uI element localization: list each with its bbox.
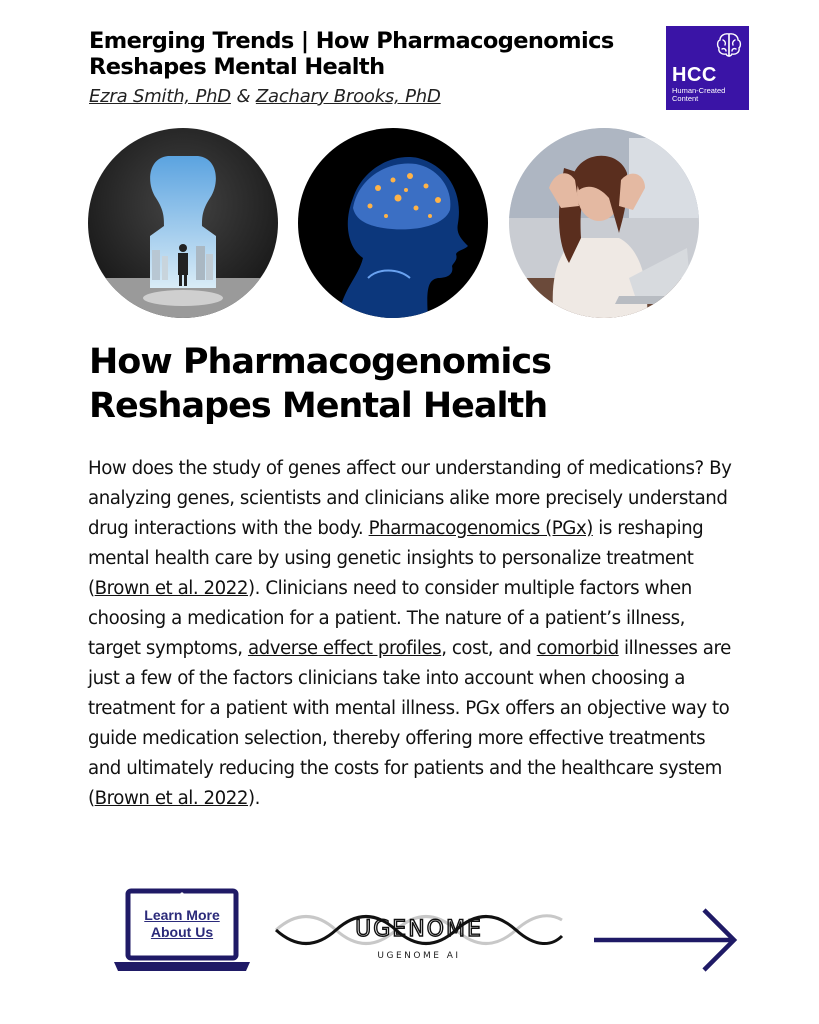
pgx-link[interactable]: Pharmacogenomics (PGx)	[368, 518, 593, 539]
article-title: How Pharmacogenomics Reshapes Mental Health	[89, 342, 551, 426]
text-segment-5: illnesses are just a few of the factors clinicians take into account when choosing a treatment for a patient with mental illness. PGx offers an objective way to guide medication selection, thereby offering more effective treatments and ultimately reducing the costs for patients and the healthcare system (	[88, 638, 731, 809]
text-segment-1: How does the study of genes affect our understanding of medications? By analyzing genes, scientists and clinicians alike more precisely understand drug interactions with the body.	[88, 458, 732, 539]
article-paragraph	[88, 454, 733, 814]
lightbulb-doorway-image	[88, 128, 278, 318]
brain-head-image	[298, 128, 488, 318]
learn-more-line1: Learn More	[144, 907, 220, 923]
article-body	[88, 454, 733, 814]
next-arrow-icon[interactable]	[592, 906, 740, 974]
author-link-ezra[interactable]: Ezra Smith, PhD	[89, 86, 231, 107]
text-segment-2: is reshaping mental health care by using genetic insights to personalize treatment (	[88, 518, 704, 599]
comorbid-link[interactable]: comorbid	[536, 638, 619, 659]
brain-icon	[714, 30, 744, 60]
text-segment-3: ). Clinicians need to consider multiple factors when choosing a medication for a patient. The nature of a patient’s illness, target symptoms,	[88, 578, 692, 659]
badge-abbr: HCC	[672, 64, 717, 86]
authors	[89, 86, 441, 107]
brown-citation-link-1[interactable]: Brown et al. 2022	[94, 578, 249, 599]
brown-citation-link-2[interactable]: Brown et al. 2022	[94, 788, 249, 809]
text-segment-6: ).	[248, 788, 261, 809]
learn-more-line2: About Us	[150, 924, 214, 940]
author-link-zachary[interactable]: Zachary Brooks, PhD	[255, 86, 441, 107]
text-segment-4: , cost, and	[441, 638, 537, 659]
logo-wordmark: UGENOME	[355, 917, 483, 942]
header-title: Emerging Trends | How Pharmacogenomics Reshapes Mental Health	[89, 28, 614, 80]
logo-label: UGENOME AI	[377, 951, 461, 961]
hcc-badge	[666, 26, 749, 110]
badge-line2: Content	[672, 94, 699, 103]
stressed-woman-laptop-image	[509, 128, 699, 318]
badge-caption	[672, 87, 732, 103]
author-separator: &	[230, 86, 256, 107]
badge-line1: Human-Created	[672, 86, 726, 95]
adverse-effects-link[interactable]: adverse effect profiles	[247, 638, 442, 659]
learn-more-button[interactable]	[140, 907, 224, 949]
